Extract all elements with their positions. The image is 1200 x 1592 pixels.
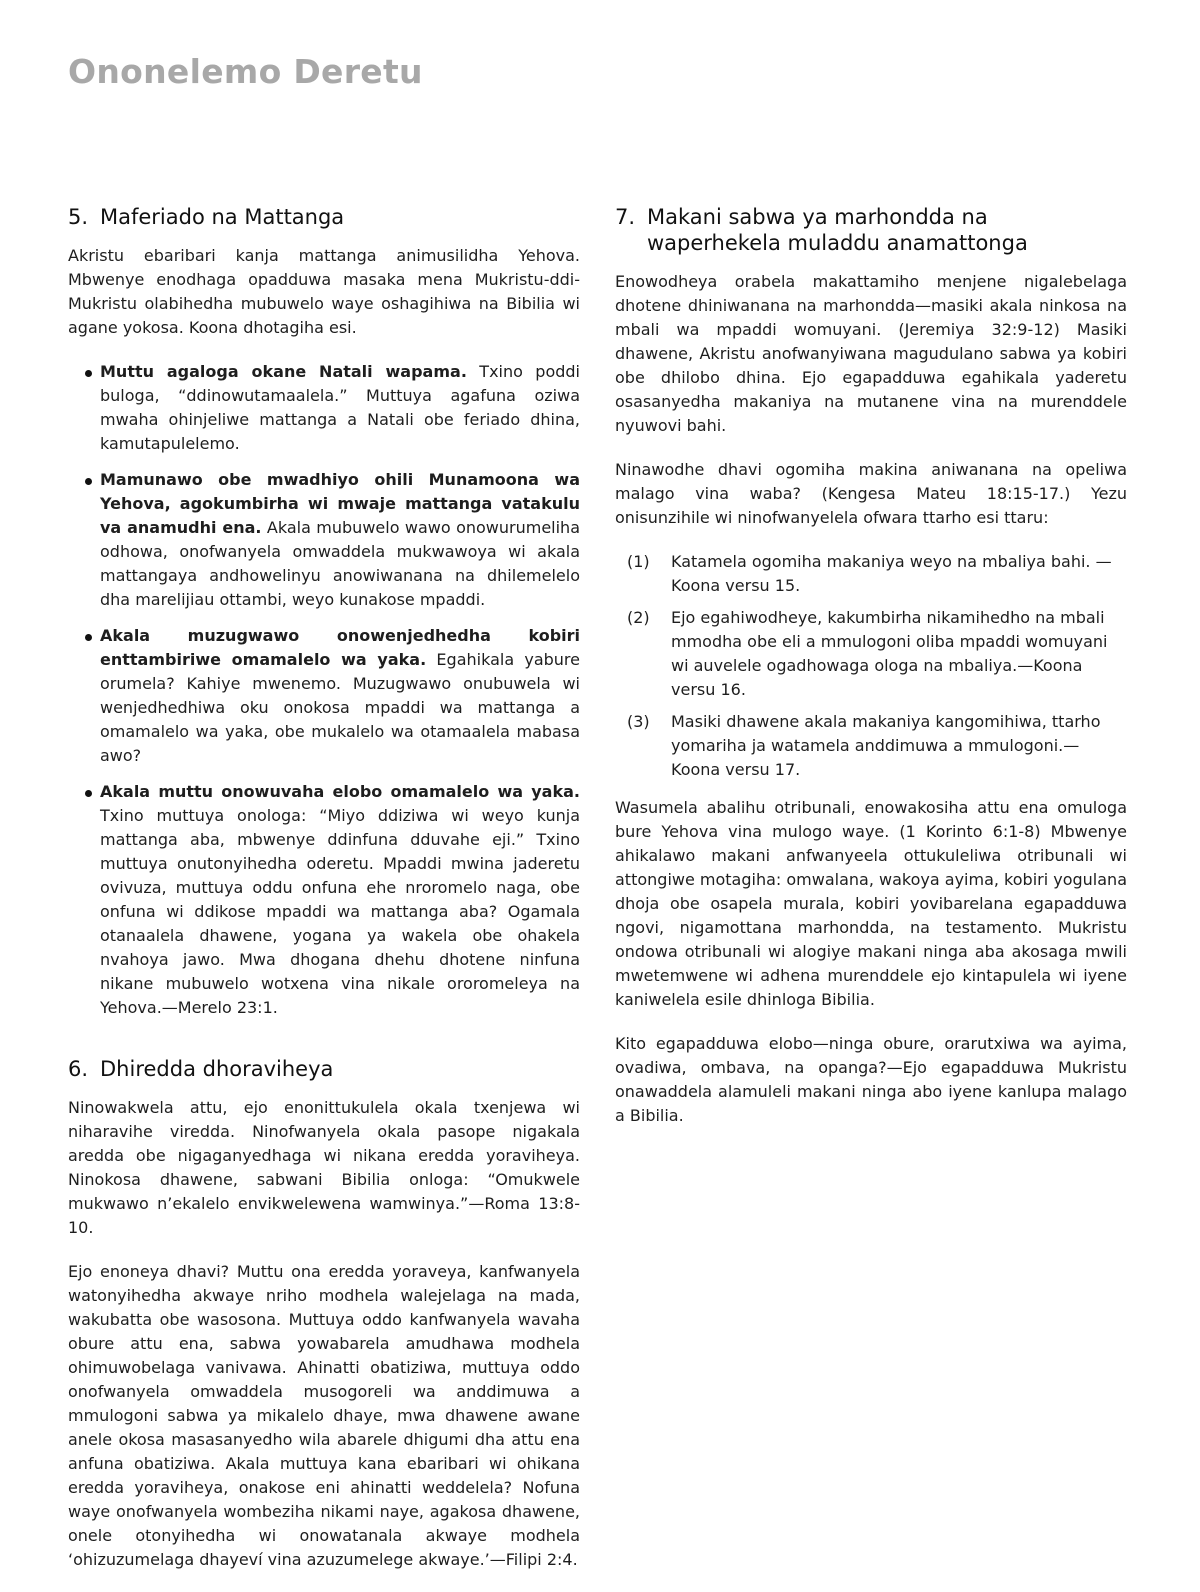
section-7-paragraph: Enowodheya orabela makattamiho menjene nigalebelaga dhotene dhiniwanana na marhondda—masiki akala ninkosa na mbali wa mpaddi womuyani. (Jeremiya 32:9-12) Masiki dhawene, Akristu anofwanyiwana magudulano sabwa ya kobiri obe dhilobo dhina. Ejo egapadduwa egahikala yaderetu osasanyedha makaniya na mutanene vina na murenddele nyuwovi bahi. [615,272,1127,435]
bullet-item [68,780,580,1020]
section-7-heading [615,204,1127,256]
section-7-step-list [615,550,1127,782]
bullet-text: Txino muttuya onologa: “Miyo ddiziwa wi weyo kunja mattanga aba, mbwenye ddinfuna dduvahe eji.” Txino muttuya onutonyihedha oderetu. Mpaddi mwina jaderetu ovivuza, muttuya oddu onfuna ehe nroromelo naga, obe onfuna wi ddikose mpaddi wa mattanga aba? Ogamala otanaalela dhawene, yogana ya wakela obe ohakela nvahoya jawo. Mwa dhogana dhehu dhotene ninfuna nikane mubuwelo wotxena vina nikale ororomeleya na Yehova.—Merelo 23:1. [100,806,580,1017]
right-column [615,204,1127,1148]
step-number: (3) [627,712,650,731]
bullet-lead: Mamunawo obe mwadhiyo ohili Munamoona wa Yehova, agokumbirha wi mwaje mattanga vatakulu va anamudhi ena. [100,470,580,537]
section-7-paragraph: Ninawodhe dhavi ogomiha makina aniwanana na opeliwa malago vina waba? (Kengesa Mateu 18:15-17.) Yezu onisunzihile wi ninofwanyelela ofwara ttarho esi ttaru: [615,460,1127,527]
bullet-lead: Akala muttu onowuvaha elobo omamalelo wa yaka. [100,782,580,801]
bullet-dot-icon [85,634,92,641]
step-item [615,606,1127,702]
bullet-dot-icon [85,370,92,377]
bullet-text: Txino poddi buloga, “ddinowutamaalela.” Muttuya agafuna oziwa mwaha ohinjeliwe mattanga a Natali obe feriado dhina, kamutapulelemo. [100,362,580,453]
step-text: Masiki dhawene akala makaniya kangomihiwa, ttarho yomariha ja watamela anddimuwa a mmulogoni.—Koona versu 17. [671,712,1101,779]
section-6-heading [68,1056,580,1082]
step-number: (1) [627,552,650,571]
step-number: (2) [627,608,650,627]
section-5-bullet-list [68,360,580,1020]
bullet-dot-icon [85,478,92,485]
bullet-text: Akala mubuwelo wawo onowurumeliha odhowa, onofwanyela omwaddela mukwawoya wi akala mattangaya andhowelinyu anowiwanana na dhilemelelo dha marelijiau ottambi, weyo kunakose mpaddi. [100,518,580,609]
bullet-dot-icon [85,790,92,797]
section-5-heading [68,204,580,230]
step-item [615,710,1127,782]
section-6-title: Dhiredda dhoraviheya [100,1057,334,1081]
step-text: Ejo egahiwodheye, kakumbirha nikamihedho na mbali mmodha obe eli a mmulogoni oliba mpaddi womuyani wi auvelele ogadhowaga ologa na mbaliya.—Koona versu 16. [671,608,1108,699]
step-item [615,550,1127,598]
section-6-number: 6. [68,1057,89,1081]
section-7-title: Makani sabwa ya marhondda na waperhekela muladdu anamattonga [647,205,1028,255]
left-column [68,204,580,1592]
section-7-paragraph: Kito egapadduwa elobo—ninga obure, orarutxiwa wa ayima, ovadiwa, ombava, na opanga?—Ejo egapadduwa Mukristu onawaddela alamuleli makani ninga abo iyene kanlupa malago a Bibilia. [615,1034,1127,1125]
step-text: Katamela ogomiha makaniya weyo na mbaliya bahi. —Koona versu 15. [671,552,1112,595]
running-head: Ononelemo Deretu [68,52,423,91]
bullet-item [68,468,580,612]
section-6-paragraph: Ejo enoneya dhavi? Muttu ona eredda yoraveya, kanfwanyela watonyihedha akwaye nriho modhela walejelaga na mada, wakubatta obe wasosona. Muttuya oddo kanfwanyela wavaha obure attu ena, sabwa yowabarela amudhawa modhela ohimuwobelaga vanivawa. Ahinatti obatiziwa, muttuya oddo onofwanyela omwaddela musogoreli wa anddimuwa a mmulogoni sabwa ya mikalelo dhaye, mwa dhawene awane anele okosa masasanyedho wila abarele dhigumi dha attu ena anfuna obatiziwa. Akala muttuya kana ebaribari wi ohikana eredda yoraviheya, onakose eni ahinatti weddelela? Nofuna waye onofwanyela wombeziha nikami naye, agakosa dhawene, onele otonyihedha wi onowatanala akwaye modhela ‘ohizuzumelaga dhayeví vina azuzumelege akwaye.’—Filipi 2:4. [68,1262,580,1569]
bullet-item [68,624,580,768]
section-7-number: 7. [615,205,636,229]
bullet-lead: Muttu agaloga okane Natali wapama. [100,362,467,381]
bullet-lead: Akala muzugwawo onowenjedhedha kobiri enttambiriwe omamalelo wa yaka. [100,626,580,669]
section-5-title: Maferiado na Mattanga [100,205,345,229]
section-7-paragraph: Wasumela abalihu otribunali, enowakosiha attu ena omuloga bure Yehova vina mulogo waye. (1 Korinto 6:1-8) Mbwenye ahikalawo makani anfwanyeela ottukuleliwa otribunali wi attongiwe motagiha: omwalana, wakoya ayima, kobiri yogulana dhoja obe osapela murala, kobiri yovibarelana egapadduwa ngovi, nigamottana marhondda, na testamento. Mukristu ondowa otribunali wi alogiye makani ninga aba akosaga mwili mwetemwene wi adhena murenddele ejo kintapulela wi iyene kaniwelela esile dhinloga Bibilia. [615,798,1127,1009]
section-6-paragraph: Ninowakwela attu, ejo enonittukulela okala txenjewa wi niharavihe viredda. Ninofwanyela okala pasope nigakala aredda obe nigaganyedhaga wi nikana eredda yoraviheya. Ninokosa dhawene, sabwani Bibilia onloga: “Omukwele mukwawo n’ekalelo envikwelewena wamwinya.”—Roma 13:8-10. [68,1098,580,1237]
section-5-intro: Akristu ebaribari kanja mattanga animusilidha Yehova. Mbwenye enodhaga opadduwa masaka mena Mukristu-ddi-Mukristu olabihedha mubuwelo waye oshagihiwa na Bibilia wi agane yokosa. Koona dhotagiha esi. [68,246,580,337]
section-5-number: 5. [68,205,89,229]
bullet-item [68,360,580,456]
bullet-text: Egahikala yabure orumela? Kahiye mwenemo. Muzugwawo onubuwela wi wenjedhedhiwa oku onokosa mpaddi wa mattanga a omamalelo wa yaka, obe mukalelo wa otamaalela mabasa awo? [100,650,580,765]
